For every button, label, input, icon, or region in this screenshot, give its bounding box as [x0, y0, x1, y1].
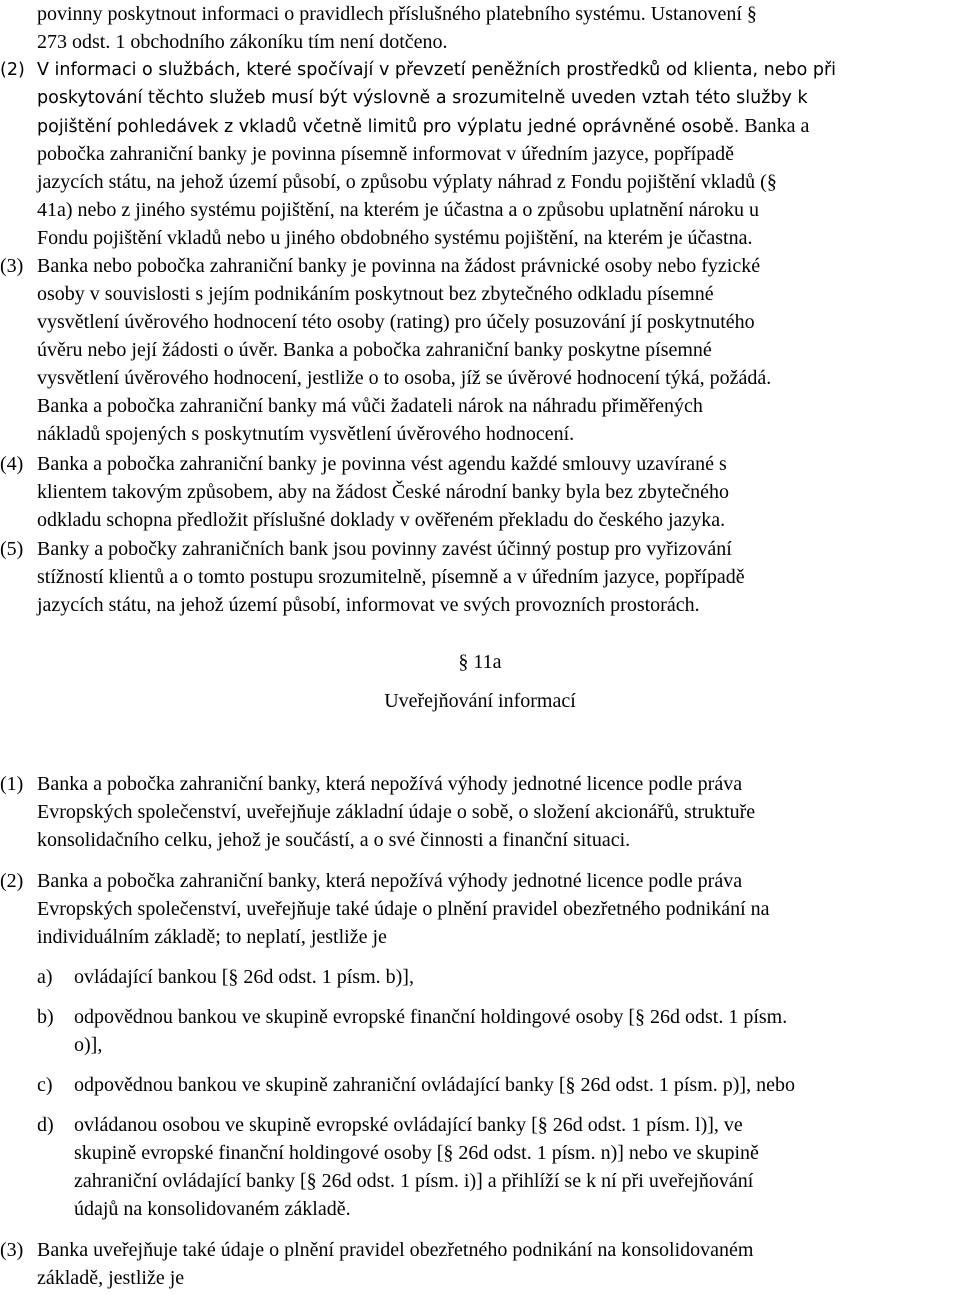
text-segment: Banka a	[739, 115, 810, 137]
paragraph-number: (3)	[0, 255, 24, 277]
text-line: povinny poskytnout informaci o pravidlech příslušného platebního systému. Ustanovení §	[37, 3, 757, 25]
text-line: klientem takovým způsobem, aby na žádost České národní banky byla bez zbytečného	[37, 481, 730, 503]
list-item	[0, 1003, 960, 1059]
section-paragraph-3	[0, 1236, 960, 1292]
paragraph-number: (4)	[0, 453, 24, 475]
list-item	[0, 1071, 960, 1099]
text-line: údajů na konsolidovaném základě.	[74, 1198, 351, 1220]
text-line: stížností klientů a o tomto postupu srozumitelně, písemně a v úředním jazyce, popřípadě	[37, 566, 745, 588]
section-title: Uveřejňování informací	[384, 690, 576, 712]
text-line: Banka a pobočka zahraniční banky má vůči žadateli nárok na náhradu přiměřených	[37, 395, 703, 417]
text-line: Banka a pobočka zahraniční banky, která nepožívá výhody jednotné licence podle práva	[37, 870, 743, 892]
paragraph-3	[0, 252, 960, 448]
text-line: ovládající bankou [§ 26d odst. 1 písm. b)],	[74, 966, 414, 988]
text-line: skupině evropské finanční holdingové osoby [§ 26d odst. 1 písm. n)] nebo ve skupině	[74, 1142, 759, 1164]
text-line: pobočka zahraniční banky je povinna písemně informovat v úředním jazyce, popřípadě	[37, 143, 734, 165]
paragraph-number: (1)	[0, 773, 24, 795]
section-paragraph-2	[0, 867, 960, 951]
text-line: 273 odst. 1 obchodního zákoníku tím není dotčeno.	[37, 31, 448, 53]
text-line: Banky a pobočky zahraničních bank jsou povinny zavést účinný postup pro vyřizování	[37, 538, 732, 560]
text-segment: pojištění pohledávek z vkladů včetně limitů pro výplatu jedné oprávněné osobě.	[37, 117, 740, 137]
list-item	[0, 1111, 960, 1223]
text-line: konsolidačního celku, jehož je součástí, a o své činnosti a finanční situaci.	[37, 829, 631, 851]
section-paragraph-1	[0, 770, 960, 854]
text-line: vysvětlení úvěrového hodnocení, jestliže o to osoba, jíž se úvěrové hodnocení týká, požádá.	[37, 367, 772, 389]
list-item-letter: a)	[37, 966, 53, 988]
paragraph-number: (3)	[0, 1239, 24, 1261]
text-line: úvěru nebo její žádosti o úvěr. Banka a pobočka zahraniční banky poskytne písemné	[37, 339, 712, 361]
text-line: o)],	[74, 1034, 103, 1056]
text-line: V informaci o službách, které spočívají v převzetí peněžních prostředků od klienta, nebo při	[37, 60, 837, 80]
text-line: nákladů spojených s poskytnutím vysvětlení úvěrového hodnocení.	[37, 423, 575, 445]
text-line: osoby v souvislosti s jejím podnikáním poskytnout bez zbytečného odkladu písemné	[37, 283, 714, 305]
text-line: základě, jestliže je	[37, 1267, 185, 1289]
text-line: Fondu pojištění vkladů nebo u jiného obdobného systému pojištění, na kterém je účastna.	[37, 227, 753, 249]
list-item-letter: d)	[37, 1114, 54, 1136]
section-number: § 11a	[458, 651, 502, 673]
text-line: zahraniční ovládající banky [§ 26d odst. 1 písm. i)] a přihlíží se k ní při uveřejňování	[74, 1170, 754, 1192]
list-item-letter: b)	[37, 1006, 54, 1028]
text-line: jazycích státu, na jehož území působí, o způsobu výplaty náhrad z Fondu pojištění vkladů (§	[37, 171, 777, 193]
text-line: odpovědnou bankou ve skupině evropské finanční holdingové osoby [§ 26d odst. 1 písm.	[74, 1006, 788, 1028]
text-line-mixed	[37, 112, 960, 140]
paragraph-4	[0, 450, 960, 534]
paragraph-number: (2)	[0, 870, 24, 892]
text-line: Evropských společenství, uveřejňuje také údaje o plnění pravidel obezřetného podnikání na	[37, 898, 770, 920]
text-line: odkladu schopna předložit příslušné doklady v ověřeném překladu do českého jazyka.	[37, 509, 726, 531]
list-item	[0, 963, 960, 991]
text-line: vysvětlení úvěrového hodnocení této osoby (rating) pro účely posuzování jí poskytnutého	[37, 311, 755, 333]
intro-paragraph	[0, 0, 960, 56]
paragraph-number: (5)	[0, 538, 24, 560]
paragraph-2	[0, 56, 960, 252]
text-line: Banka a pobočka zahraniční banky je povinna vést agendu každé smlouvy uzavírané s	[37, 453, 727, 475]
text-line: Banka nebo pobočka zahraniční banky je povinna na žádost právnické osoby nebo fyzické	[37, 255, 761, 277]
text-line: individuálním základě; to neplatí, jestliže je	[37, 926, 387, 948]
paragraph-number: (2)	[0, 60, 25, 80]
text-line: 41a) nebo z jiného systému pojištění, na kterém je účastna a o způsobu uplatnění nároku u	[37, 199, 760, 221]
text-line: Banka a pobočka zahraniční banky, která nepožívá výhody jednotné licence podle práva	[37, 773, 743, 795]
paragraph-5	[0, 535, 960, 619]
text-line: odpovědnou bankou ve skupině zahraniční ovládající banky [§ 26d odst. 1 písm. p)], nebo	[74, 1074, 795, 1096]
text-line: ovládanou osobou ve skupině evropské ovládající banky [§ 26d odst. 1 písm. l)], ve	[74, 1114, 743, 1136]
list-item-letter: c)	[37, 1074, 53, 1096]
text-line: Banka uveřejňuje také údaje o plnění pravidel obezřetného podnikání na konsolidovaném	[37, 1239, 754, 1261]
text-line: jazycích státu, na jehož území působí, informovat ve svých provozních prostorách.	[37, 594, 700, 616]
text-line: poskytování těchto služeb musí být výslovně a srozumitelně uveden vztah této služby k	[37, 88, 808, 108]
text-line: Evropských společenství, uveřejňuje základní údaje o sobě, o složení akcionářů, struktuře	[37, 801, 756, 823]
